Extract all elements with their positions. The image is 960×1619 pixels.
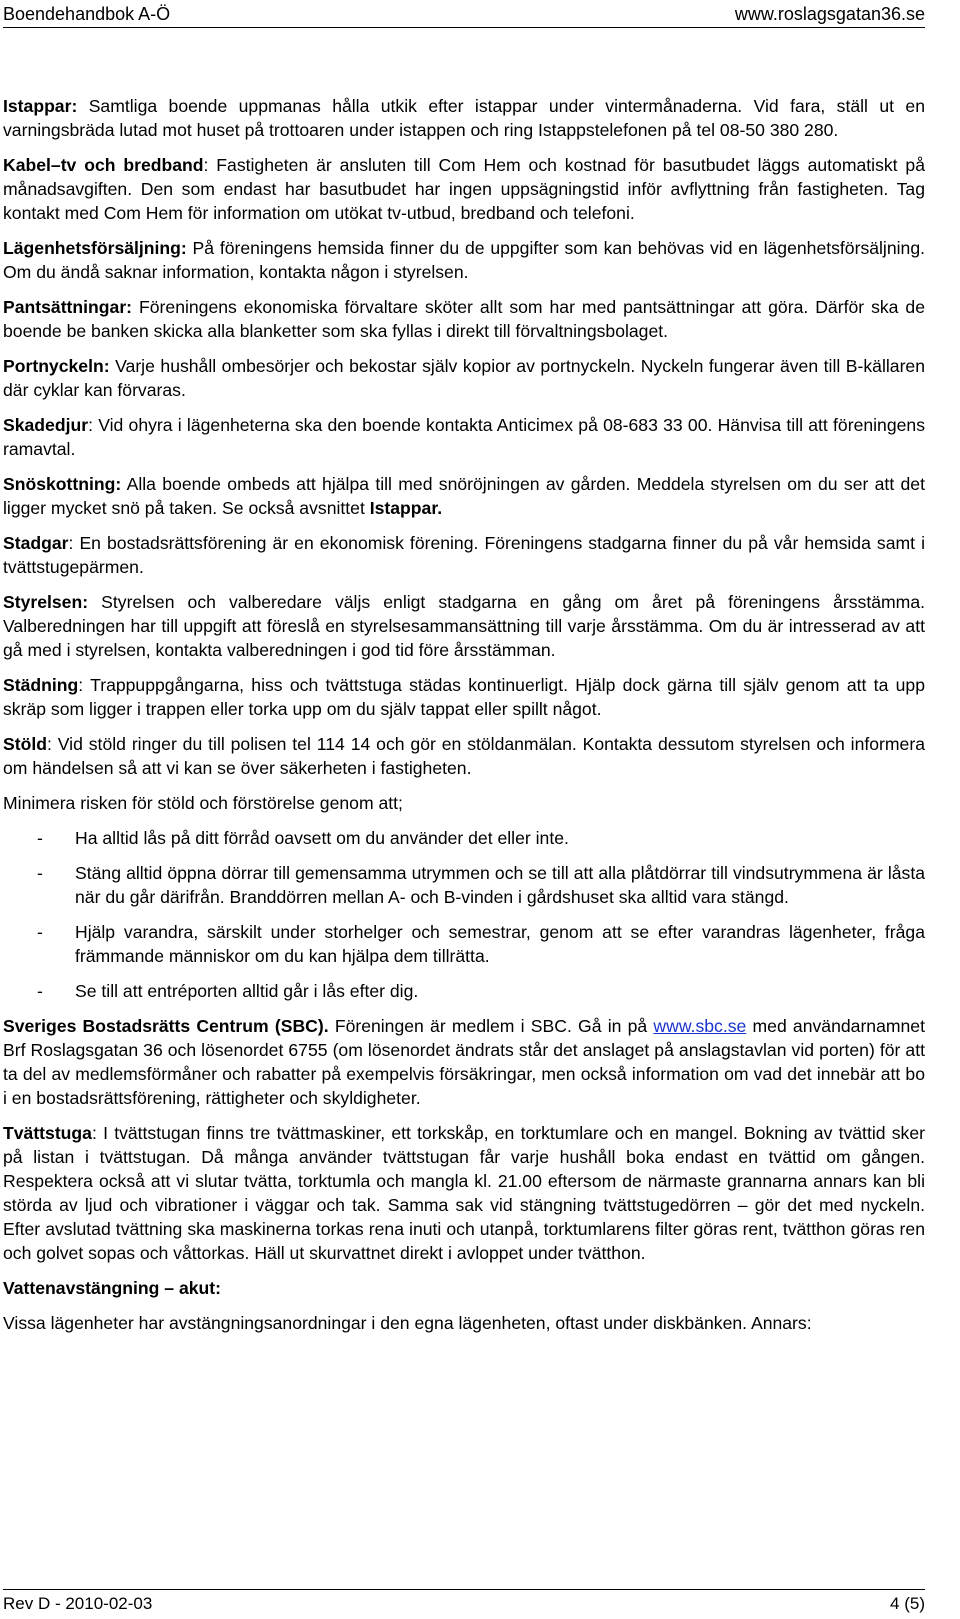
entry-text: Styrelsen och valberedare väljs enligt stadgarna en gång om året på föreningens årsstämma. Valberedningen har till uppgift att föreslå en styrelsesammansättning till varje årsstämma. Om du är intresserad av att gå med i styrelsen, kontakta valberedningen i god tid före årsstämman. (3, 592, 925, 660)
entry-text: : Vid stöld ringer du till polisen tel 114 14 och gör en stöldanmälan. Kontakta dessutom styrelsen och informera om händelsen så att vi kan se över säkerheten i fastigheten. (3, 734, 925, 778)
minimera-intro: Minimera risken för stöld och förstörelse genom att; (3, 793, 403, 813)
entry-text: : En bostadsrättsförening är en ekonomisk förening. Föreningens stadgarna finner du på vår hemsida samt i tvättstugepärmen. (3, 533, 925, 577)
entry-term: Pantsättningar: (3, 297, 133, 317)
entry-text: Föreningens ekonomiska förvaltare sköter allt som har med pantsättningar att göra. Därför ska de boende be banken skicka alla blanketter som ska fyllas i direkt till förvaltningsbolaget. (3, 297, 925, 341)
entry-text: : I tvättstugan finns tre tvättmaskiner, ett torkskåp, en torktumlare och en mangel. Bokning av tvättid sker på listan i tvättstugan. Då många använder tvättstugan får varje hushåll boka endast en tvättid om gången. Respektera också att vi slutar tvätta, torktumla och mangla kl. 21.00 eftersom de närmaste grannarna annars kan bli störda av ljud och vibrationer i väggar och tak. Samma sak vid stängning tvättstugedörren – gör det med nyckeln. Efter avslutad tvättning ska maskinerna torkas rena inuti och utanpå, torktumlarens filter göras rent, tvätthon göras ren och golvet sopas och våttorkas. Häll ut skurvattnet direkt i avloppet under tvätthon. (3, 1123, 925, 1263)
list-dash: - (37, 922, 43, 942)
entry-term: Skadedjur (3, 415, 89, 435)
entry-istappar (3, 94, 925, 142)
entry-text: Alla boende ombeds att hjälpa till med snöröjningen av gården. Meddela styrelsen om du ser att det ligger mycket snö på taken. Se också avsnittet (3, 474, 925, 518)
list-item-text: Hjälp varandra, särskilt under storhelger och semestrar, genom att se efter varandras lägenheter, fråga främmande människor om du kan hjälpa dem tillrätta. (75, 922, 925, 966)
entry-lagenhetsforsaljning (3, 236, 925, 284)
entry-portnyckeln (3, 354, 925, 402)
entry-term: Styrelsen: (3, 592, 89, 612)
list-item-text: Ha alltid lås på ditt förråd oavsett om du använder det eller inte. (75, 828, 569, 848)
entry-text: : Trappuppgångarna, hiss och tvättstuga städas kontinuerligt. Hjälp dock gärna till själv genom att ta upp skräp som ligger i trappen eller torka upp om du själv tappat eller spillt något. (3, 675, 925, 719)
page-number: 4 (5) (890, 1594, 925, 1613)
list-item-text: Se till att entréporten alltid går i lås efter dig. (75, 981, 419, 1001)
entry-term: Kabel–tv och bredband (3, 155, 204, 175)
entry-pantsattningar (3, 295, 925, 343)
entry-vattenavstangning-heading (3, 1276, 925, 1300)
entry-term: Stadgar (3, 533, 69, 553)
website-url: www.roslagsgatan36.se (734, 4, 925, 24)
entry-stadgar (3, 531, 925, 579)
footer-divider (3, 1589, 925, 1590)
entry-stold (3, 732, 925, 780)
document-body (3, 94, 925, 1346)
list-item (3, 861, 925, 909)
list-dash: - (37, 981, 43, 1001)
entry-styrelsen (3, 590, 925, 662)
entry-term: Sveriges Bostadsrätts Centrum (SBC). (3, 1016, 329, 1036)
entry-text: Varje hushåll ombesörjer och bekostar själv kopior av portnyckeln. Nyckeln fungerar även till B-källaren där cyklar kan förvaras. (3, 356, 925, 400)
entry-term: Vattenavstängning – akut: (3, 1278, 222, 1298)
entry-text: med användarnamnet Brf Roslagsgatan 36 och lösenordet 6755 (om lösenordet ändrats står det anslaget på anslagstavlan vid porten) för att ta del av medlemsförmåner och rabatter på exempelvis försäkringar, men också information om vad det innebär att bo i en bostadsrättsförening, rättigheter och skyldigheter. (3, 1016, 925, 1108)
list-item (3, 920, 925, 968)
list-item (3, 826, 925, 850)
entry-term: Istappar: (3, 96, 78, 116)
entry-stadning (3, 673, 925, 721)
entry-vattenavstangning-text: Vissa lägenheter har avstängningsanordningar i den egna lägenheten, oftast under diskbänken. Annars: (3, 1313, 812, 1333)
entry-text: : Vid ohyra i lägenheterna ska den boende kontakta Anticimex på 08-683 33 00. Hänvisa till att föreningens ramavtal. (3, 415, 925, 459)
entry-text: Föreningen är medlem i SBC. Gå in på (328, 1016, 654, 1036)
entry-text: På föreningens hemsida finner du de uppgifter som kan behövas vid en lägenhetsförsäljning. Om du ändå saknar information, kontakta någon i styrelsen. (3, 238, 925, 282)
entry-tvattstuga (3, 1121, 925, 1265)
list-dash: - (37, 863, 43, 883)
entry-sbc (3, 1014, 925, 1110)
entry-term: Lägenhetsförsäljning: (3, 238, 187, 258)
entry-term: Snöskottning: (3, 474, 122, 494)
entry-text: : Fastigheten är ansluten till Com Hem och kostnad för basutbudet läggs automatiskt på månadsavgiften. Den som endast har basutbudet har ingen uppsägningstid inför avflyttning från fastigheten. Tag kontakt med Com Hem för information om utökat tv-utbud, bredband och telefoni. (3, 155, 925, 223)
entry-kabel-tv (3, 153, 925, 225)
list-item-text: Stäng alltid öppna dörrar till gemensamma utrymmen och se till att alla plåtdörrar till vindsutrymmena är låsta när du går därifrån. Branddörren mellan A- och B-vinden i gårdshuset ska alltid vara stängd. (75, 863, 925, 907)
entry-term: Portnyckeln: (3, 356, 110, 376)
header-divider (3, 27, 925, 28)
theft-prevention-list (3, 826, 925, 1003)
entry-skadedjur (3, 413, 925, 461)
entry-term: Tvättstuga (3, 1123, 92, 1143)
entry-term: Stöld (3, 734, 47, 754)
entry-snoskottning (3, 472, 925, 520)
entry-reference: Istappar. (369, 498, 443, 518)
list-dash: - (37, 828, 43, 848)
page-footer (3, 1594, 925, 1614)
sbc-link[interactable]: www.sbc.se (653, 1016, 747, 1036)
entry-text: Samtliga boende uppmanas hålla utkik efter istappar under vintermånaderna. Vid fara, ställ ut en varningsbräda lutad mot huset på trottoaren under istappen och ring Istappstelefonen på tel 08-50 380 280. (3, 96, 925, 140)
document-title: Boendehandbok A-Ö (3, 4, 171, 24)
page-header (3, 3, 925, 25)
list-item (3, 979, 925, 1003)
entry-term: Städning (3, 675, 79, 695)
revision-label: Rev D - 2010-02-03 (3, 1594, 153, 1613)
